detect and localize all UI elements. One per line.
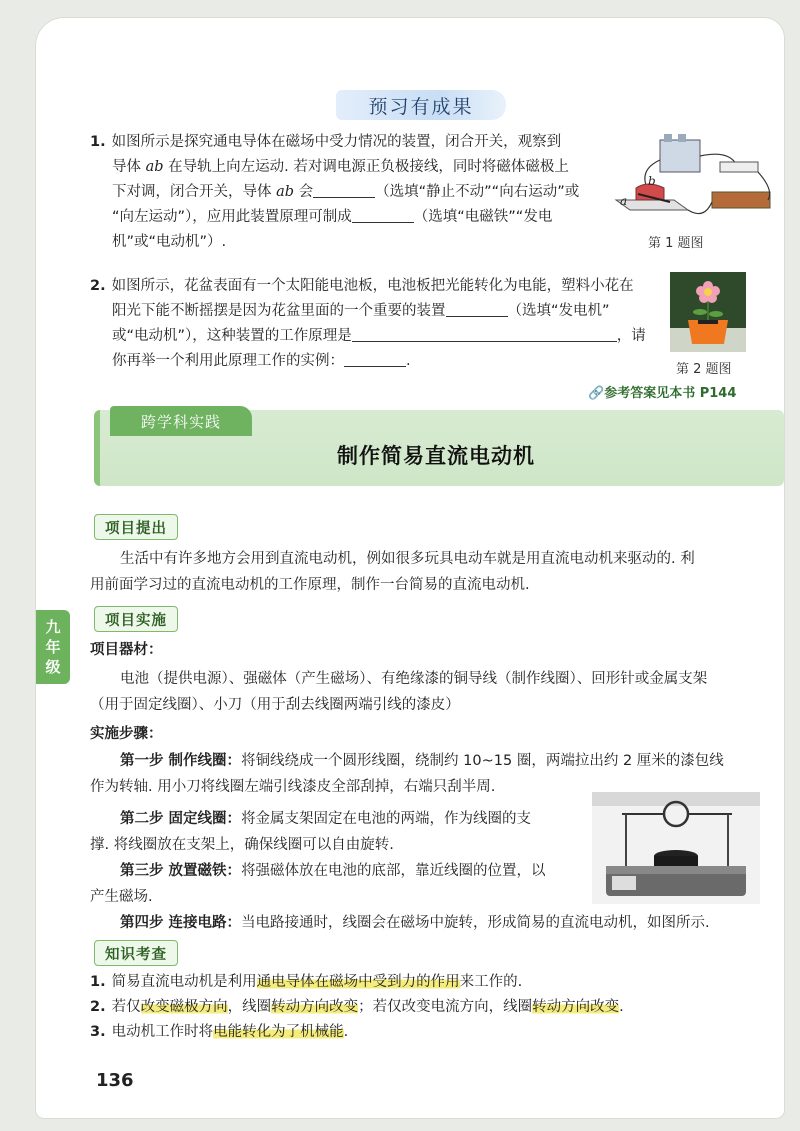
item-text: 电动机工作时将 [111, 1024, 214, 1040]
step-label: 第一步 制作线圈： [120, 753, 242, 769]
highlighted-answer: 转动方向改变 [271, 999, 359, 1015]
q2-line3b: ，请 [616, 328, 646, 344]
item-text: . [619, 999, 624, 1015]
answer-blank[interactable] [313, 183, 375, 198]
step-label: 第三步 放置磁铁： [120, 863, 242, 879]
answer-blank[interactable] [352, 208, 414, 223]
step-2 [90, 806, 610, 858]
q2-line4b: . [406, 353, 411, 369]
q2-line4a: 你再举一个利用此原理工作的实例： [112, 353, 344, 369]
item-number: 1. [90, 974, 106, 990]
grade-char: 年 [45, 638, 61, 656]
item-text: 若仅 [111, 999, 141, 1015]
figure-1-apparatus [608, 130, 778, 230]
fig1-label-b: b [648, 174, 656, 188]
highlighted-answer: 改变磁极方向 [140, 999, 228, 1015]
figure-2-caption: 第 2 题图 [676, 362, 732, 377]
item-number: 3. [90, 1024, 106, 1040]
step3-line1: 将强磁体放在电池的底部，靠近线圈的位置，以 [241, 863, 546, 879]
q2-line1: 如图所示，花盆表面有一个太阳能电池板，电池板把光能转化为电能，塑料小花在 [111, 278, 634, 294]
question-1 [90, 130, 610, 255]
q1-var-ab-2: ab [276, 184, 295, 200]
grade-tab [36, 610, 70, 684]
propose-line2: 用前面学习过的直流电动机的工作原理，制作一台简易的直流电动机. [90, 577, 530, 593]
q1-var-ab: ab [145, 159, 164, 175]
reference-text: 参考答案见本书 P144 [604, 386, 737, 401]
fig1-label-a: a [620, 194, 628, 208]
highlighted-answer: 转动方向改变 [532, 999, 620, 1015]
step-4 [90, 910, 780, 936]
q1-line1: 如图所示是探究通电导体在磁场中受力情况的装置，闭合开关，观察到 [111, 134, 562, 150]
q1-line3b: 会 [294, 184, 314, 200]
q1-line3c: （选填“静止不动”“向右运动”或 [375, 184, 580, 200]
knowledge-item [90, 1020, 780, 1045]
item-text: ，线圈 [227, 999, 272, 1015]
q1-line4a: “向左运动”），应用此装置原理可制成 [112, 209, 352, 225]
textbook-page [36, 18, 784, 1118]
answer-reference[interactable] [588, 382, 736, 401]
materials-paragraph [90, 666, 780, 718]
step1-line2: 作为转轴. 用小刀将线圈左端引线漆皮全部刮掉，右端只刮半周. [90, 779, 496, 795]
knowledge-item [90, 995, 780, 1020]
materials-heading: 项目器材： [90, 642, 163, 658]
grade-char: 九 [45, 618, 61, 636]
item-text: . [343, 1024, 349, 1040]
knowledge-item [90, 970, 780, 995]
q1-line3a: 下对调，闭合开关，导体 [112, 184, 277, 200]
step4-line1: 当电路接通时，线圈会在磁场中旋转，形成简易的直流电动机，如图所示. [241, 915, 710, 931]
q1-line4b: （选填“电磁铁”“发电 [413, 209, 553, 225]
link-icon: 🔗 [588, 386, 605, 401]
materials-line2: （用于固定线圈）、小刀（用于刮去线圈两端引线的漆皮） [90, 697, 460, 713]
q2-line3a: 或“电动机”），这种装置的工作原理是 [112, 328, 352, 344]
q2-line2a: 阳光下能不断摇摆是因为花盆里面的一个重要的装置 [112, 303, 446, 319]
knowledge-list [90, 970, 780, 1045]
materials-line1: 电池（提供电源）、强磁体（产生磁场）、有绝缘漆的铜导线（制作线圈）、回形针或金属支架 [120, 671, 708, 687]
step3-line2: 产生磁场. [90, 889, 153, 905]
q2-line2b: （选填“发电机” [507, 303, 610, 319]
step1-line1: 将铜线绕成一个圆形线圈，绕制约 10~15 圈，两端拉出约 2 厘米的漆包线 [241, 753, 724, 769]
highlighted-answer: 通电导体在磁场中受到力的作用 [256, 974, 460, 990]
steps-heading: 实施步骤： [90, 726, 163, 742]
figure-2-flower-pot [670, 272, 746, 352]
answer-blank[interactable] [344, 352, 406, 367]
propose-paragraph [90, 546, 780, 598]
question-number: 1. [90, 134, 106, 150]
propose-line1: 生活中有许多地方会用到直流电动机，例如很多玩具电动车就是用直流电动机来驱动的. 利 [120, 551, 695, 567]
section-tag-knowledge: 知识考查 [94, 940, 178, 966]
q1-line5: 机”或“电动机”）. [112, 234, 227, 250]
highlighted-answer: 电能转化为了机械能 [213, 1024, 344, 1040]
step-label: 第四步 连接电路： [120, 915, 242, 931]
page-title: 制作简易直流电动机 [337, 444, 535, 468]
section-tag-propose: 项目提出 [94, 514, 178, 540]
section-tag-implement: 项目实施 [94, 606, 178, 632]
preview-banner: 预习有成果 [336, 90, 506, 120]
question-number: 2. [90, 278, 106, 294]
grade-char: 级 [45, 658, 61, 676]
item-number: 2. [90, 999, 106, 1015]
question-2 [90, 274, 690, 374]
q1-line2b: 在导轨上向左运动. 若对调电源正负极接线，同时将磁体磁极上 [163, 159, 569, 175]
q1-line2a: 导体 [112, 159, 146, 175]
figure-1-caption: 第 1 题图 [648, 236, 704, 251]
item-text: 简易直流电动机是利用 [111, 974, 257, 990]
answer-blank[interactable] [352, 327, 617, 342]
answer-blank[interactable] [446, 302, 508, 317]
motor-photo [592, 792, 760, 904]
item-text: 来工作的. [459, 974, 523, 990]
page-number: 136 [96, 1070, 134, 1091]
item-text: ；若仅改变电流方向，线圈 [358, 999, 533, 1015]
cross-discipline-tab: 跨学科实践 [110, 406, 252, 436]
step-3 [90, 858, 610, 910]
step2-line2: 撑. 将线圈放在支架上，确保线圈可以自由旋转. [90, 837, 394, 853]
step2-line1: 将金属支架固定在电池的两端，作为线圈的支 [241, 811, 532, 827]
step-label: 第二步 固定线圈： [120, 811, 242, 827]
